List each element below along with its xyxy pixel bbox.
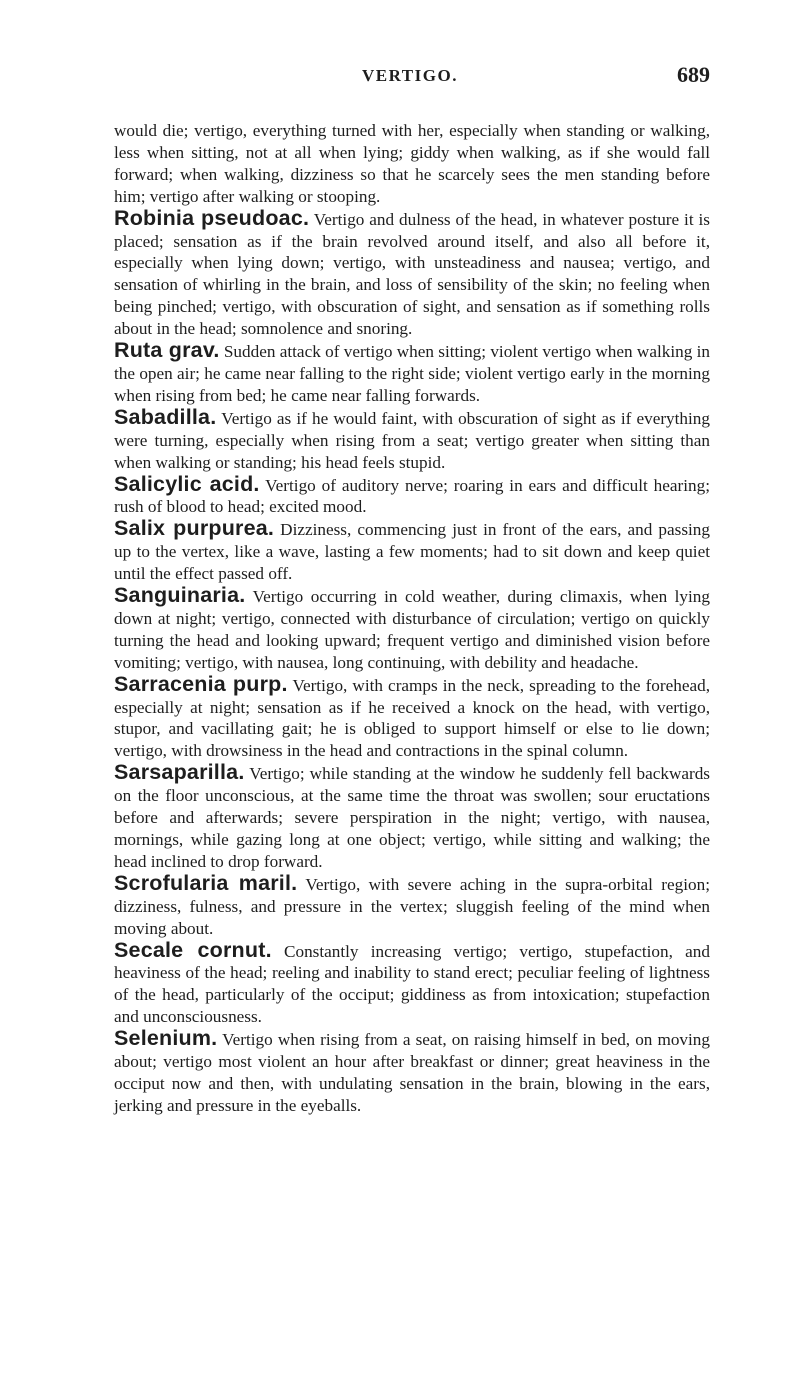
remedy-text: Vertigo when rising from a seat, on raising himself in bed, on moving about; vertigo most violent an hour after breakfast or dinner; great heaviness in the occiput now and then, with undulating sensation in the brain, blowing in the ears, jerking and pressure in the eyeballs. [114,1030,710,1115]
remedy-name: Selenium. [114,1026,218,1051]
remedy-entry [114,404,710,474]
remedy-text: Sudden attack of vertigo when sitting; violent vertigo when walking in the open air; he came near falling to the right side; violent vertigo early in the morning when rising from bed; he came near falling forwards. [114,342,710,405]
remedy-entry [114,671,710,763]
remedy-entry [114,937,710,1029]
remedy-name: Ruta grav. [114,338,220,363]
remedy-text: Dizziness, commencing just in front of the ears, and passing up to the vertex, like a wave, lasting a few moments; had to sit down and keep quiet until the effect passed off. [114,520,710,584]
remedy-entry [114,1028,710,1117]
running-head [114,62,710,106]
remedy-text: Vertigo of auditory nerve; roaring in ears and difficult hearing; rush of blood to head; excited mood. [114,475,710,517]
remedy-entry [114,585,710,674]
remedy-text: Constantly increasing vertigo; vertigo, stupefaction, and heaviness of the head; reeling and inability to stand erect; peculiar feeling of lightness of the head, particularly of the occiput; giddiness as from intoxication; stupefaction and unconsciousness. [114,941,710,1027]
remedy-name: Sanguinaria. [114,583,246,608]
remedy-entry [114,762,710,873]
remedy-name: Salix purpurea. [114,516,275,541]
remedy-text: Vertigo; while standing at the window he suddenly fell backwards on the floor unconscious, at the same time the throat was swollen; sour eructations before and afterwards; severe perspiration in the night; vertigo, with nausea, mornings, while gazing long at one object; vertigo, while sitting and walking; the head inclined to drop forward. [114,764,710,871]
remedy-entry [114,870,710,940]
remedy-entry [114,471,710,519]
remedy-text: Vertigo occurring in cold weather, during climaxis, when lying down at night; vertigo, connected with disturbance of circulation; vertigo on quickly turning the head and looking upward; frequent vertigo and diminished vision before vomiting; vertigo, with nausea, long continuing, with debility and headache. [114,587,710,672]
remedy-text: Vertigo and dulness of the head, in whatever posture it is placed; sensation as if the brain revolved around itself, and also all before it, especially when lying down; vertigo, with unsteadiness and nausea; vertigo, and sensation of whirling in the brain, and loss of sensibility of the skin; no feeling when being pinched; vertigo, with obscuration of sight, and sensation as if something rolls about in the head; somnolence and snoring. [114,209,710,339]
remedy-name: Sarracenia purp. [114,671,288,696]
continuation-paragraph: would die; vertigo, everything turned with her, especially when standing or walking, less when sitting, not at all when lying; giddy when walking, as if she would fall forward; when walking, dizziness so that he scarcely sees the men standing before him; vertigo after walking or stooping. [114,121,710,206]
remedy-text: Vertigo as if he would faint, with obscuration of sight as if everything were turning, especially when rising from a seat; vertigo greater when sitting than when walking or standing; his head feels stupid. [114,408,710,472]
remedy-entry [114,340,710,407]
remedy-name: Sarsaparilla. [114,760,245,785]
remedy-name: Robinia pseudoac. [114,205,310,230]
remedy-name: Sabadilla. [114,404,217,429]
remedy-name: Secale cornut. [114,937,272,962]
remedy-entry [114,518,710,585]
remedy-text: Vertigo, with severe aching in the supra-orbital region; dizziness, fulness, and pressure in the vertex; sluggish feeling of the mind when moving about. [114,874,710,938]
remedy-name: Scrofularia maril. [114,870,298,895]
body-text [114,120,710,1117]
remedy-text: Vertigo, with cramps in the neck, spreading to the forehead, especially at night; sensation as if he received a knock on the head, with vertigo, stupor, and vacillating gait; he is obliged to support himself or else to lie down; vertigo, with drowsiness in the head and contractions in the spinal column. [114,675,710,761]
remedy-name: Salicylic acid. [114,471,260,496]
running-title: VERTIGO. [362,66,458,85]
remedy-entry [114,205,710,340]
page-number: 689 [677,62,710,87]
